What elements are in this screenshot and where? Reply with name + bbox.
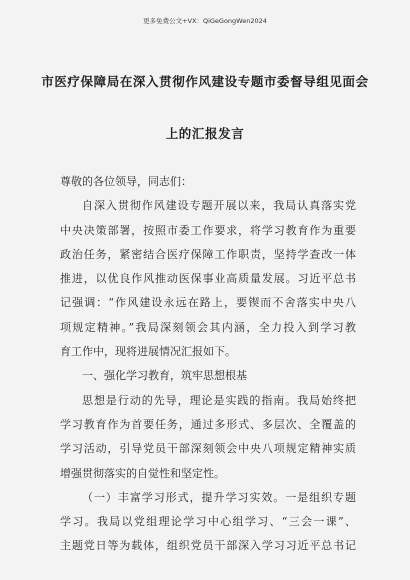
body-line: 育工作中，现将进展情况汇报如下。 [60, 345, 236, 359]
body-line: 自深入贯彻作风建设专题开展以来，我局认真落实党 [82, 199, 356, 213]
document-title-line-2: 上的汇报发言 [165, 126, 245, 141]
body-line: 政治任务，紧密结合医疗保障工作职责，坚持学查改一体 [60, 247, 356, 261]
header-note: 更多免费公文+VX：QiGeGongWen2024 [143, 17, 267, 25]
body-line: 中央决策部署，按照市委工作要求，将学习教育作为重要 [60, 223, 356, 237]
body-line: 推进，以优良作风推动医保事业高质量发展。习近平总书 [60, 272, 356, 286]
body-line: （一）丰富学习形式，提升学习实效。一是组织专题 [82, 490, 356, 504]
body-line: 主题党日等为载体，组织党员干部深入学习习近平总书记 [60, 539, 356, 553]
body-line: 思想是行动的先导，理论是实践的指南。我局始终把 [82, 393, 356, 407]
salutation: 尊敬的各位领导，同志们： [60, 175, 192, 188]
body-line: 学习教育作为首要任务，通过多形式、多层次、全覆盖的 [60, 417, 356, 431]
section-heading: 一、强化学习教育，筑牢思想根基 [82, 369, 247, 383]
body-line: 学习活动，引导党员干部深刻领会中央八项规定精神实质 [60, 442, 356, 456]
document-title-line-1: 市医疗保障局在深入贯彻作风建设专题市委督导组见面会 [41, 74, 369, 89]
document-body [60, 170, 356, 559]
body-line: 记强调：“作风建设永远在路上，要锲而不舍落实中央八 [60, 296, 356, 310]
body-line: 项规定精神。”我局深刻领会其内涵，全力投入到学习教 [60, 320, 356, 334]
body-line: 增强贯彻落实的自觉性和坚定性。 [60, 466, 225, 480]
body-line: 学习。我局以党组理论学习中心组学习、“三会一课”、 [60, 515, 356, 529]
